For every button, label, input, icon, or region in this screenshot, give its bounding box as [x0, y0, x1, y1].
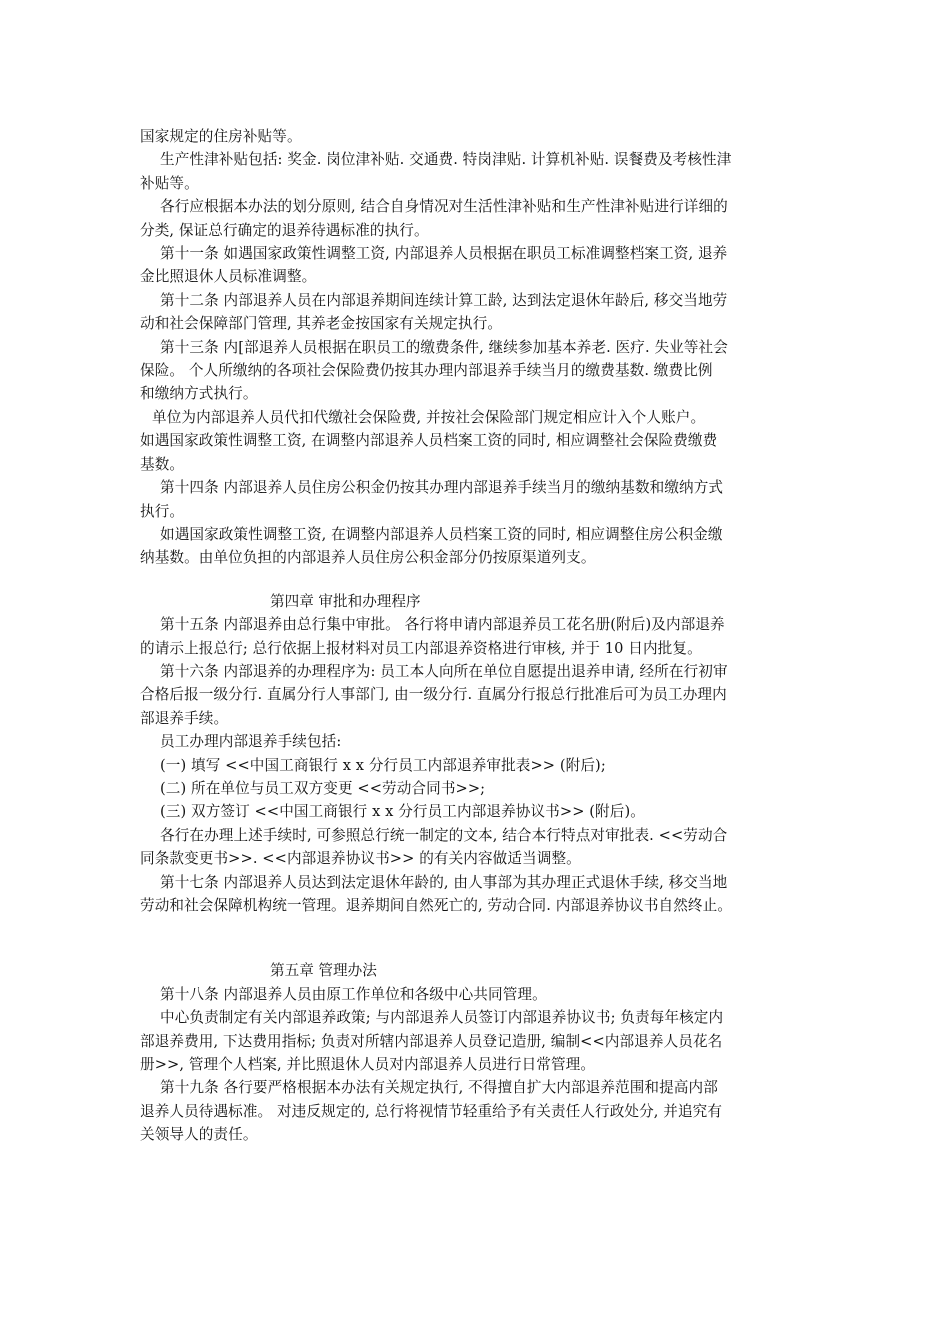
list-item: (三) 双方签订 <<中国工商银行 x x 分行员工内部退养协议书>> (附后)。 [160, 803, 645, 821]
text-line: 员工办理内部退养手续包括: [160, 733, 342, 751]
text-line: 退养人员待遇标准。 对违反规定的, 总行将视情节轻重给予有关责任人行政处分, 并追究有 [140, 1102, 723, 1120]
article-11: 第十一条 如遇国家政策性调整工资, 内部退养人员根据在职员工标准调整档案工资, 退养 [160, 245, 728, 263]
text-line: 执行。 [140, 502, 185, 520]
article-18: 第十八条 内部退养人员由原工作单位和各级中心共同管理。 [160, 985, 547, 1003]
text-line: 册>>, 管理个人档案, 并比照退休人员对内部退养人员进行日常管理。 [140, 1056, 596, 1074]
text-line: 如遇国家政策性调整工资, 在调整内部退养人员档案工资的同时, 相应调整住房公积金缴 [160, 525, 723, 543]
text-line: 各行应根据本办法的划分原则, 结合自身情况对生活性津补贴和生产性津补贴进行详细的 [160, 198, 728, 216]
text-line: 生产性津补贴包括: 奖金. 岗位津补贴. 交通费. 特岗津贴. 计算机补贴. 误餐费及考核性津 [160, 151, 732, 169]
text-line: 中心负责制定有关内部退养政策; 与内部退养人员签订内部退养协议书; 负责每年核定内 [160, 1009, 724, 1027]
text-line: 如遇国家政策性调整工资, 在调整内部退养人员档案工资的同时, 相应调整社会保险费缴费 [140, 432, 718, 450]
text-line: 单位为内部退养人员代扣代缴社会保险费, 并按社会保险部门规定相应计入个人账户。 [152, 408, 706, 426]
text-line: 合格后报一级分行. 直属分行人事部门, 由一级分行. 直属分行报总行批准后可为员工办理内 [140, 686, 727, 704]
text-line: 的请示上报总行; 总行依据上报材料对员工内部退养资格进行审核, 并于 10 日内批复。 [140, 639, 702, 657]
text-line: 保险。 个人所缴纳的各项社会保险费仍按其办理内部退养手续当月的缴费基数. 缴费比例 [140, 362, 713, 380]
text-line: 部退养费用, 下达费用指标; 负责对所辖内部退养人员登记造册, 编制<<内部退养人员花名 [140, 1032, 723, 1050]
text-line: 动和社会保障部门管理, 其养老金按国家有关规定执行。 [140, 315, 503, 333]
list-item: (一) 填写 <<中国工商银行 x x 分行员工内部退养审批表>> (附后); [160, 756, 606, 774]
article-19: 第十九条 各行要严格根据本办法有关规定执行, 不得擅自扩大内部退养范围和提高内部 [160, 1079, 718, 1097]
chapter-4-title: 第四章 审批和办理程序 [270, 592, 421, 610]
text-line: 部退养手续。 [140, 709, 229, 727]
article-16: 第十六条 内部退养的办理程序为: 员工本人向所在单位自愿提出退养申请, 经所在行初审 [160, 662, 728, 680]
article-12: 第十二条 内部退养人员在内部退养期间连续计算工龄, 达到法定退休年龄后, 移交当地劳 [160, 291, 728, 309]
article-13: 第十三条 内[部退养人员根据在职员工的缴费条件, 继续参加基本养老. 医疗. 失业等社会 [160, 338, 728, 356]
text-line: 和缴纳方式执行。 [140, 385, 258, 403]
document-page [140, 125, 820, 1147]
article-17: 第十七条 内部退养人员达到法定退休年龄的, 由人事部为其办理正式退休手续, 移交当地 [160, 873, 728, 891]
text-line: 关领导人的责任。 [140, 1126, 258, 1144]
chapter-5-title: 第五章 管理办法 [270, 962, 377, 980]
text-line: 劳动和社会保障机构统一管理。退养期间自然死亡的, 劳动合同. 内部退养协议书自然终止。 [140, 897, 733, 914]
article-14: 第十四条 内部退养人员住房公积金仍按其办理内部退养手续当月的缴纳基数和缴纳方式 [160, 479, 724, 497]
text-line: 同条款变更书>>. <<内部退养协议书>> 的有关内容做适当调整。 [140, 850, 581, 868]
text-line: 金比照退休人员标准调整。 [140, 268, 317, 286]
text-line: 分类, 保证总行确定的退养待遇标准的执行。 [140, 221, 429, 239]
list-item: (二) 所在单位与员工双方变更 <<劳动合同书>>; [160, 779, 486, 797]
text-line: 国家规定的住房补贴等。 [140, 128, 302, 145]
text-line: 纳基数。由单位负担的内部退养人员住房公积金部分仍按原渠道列支。 [140, 549, 596, 567]
text-line: 补贴等。 [140, 174, 199, 192]
text-line: 各行在办理上述手续时, 可参照总行统一制定的文本, 结合本行特点对审批表. <<劳动合 [160, 826, 728, 844]
text-line: 基数。 [140, 455, 185, 473]
article-15: 第十五条 内部退养由总行集中审批。 各行将申请内部退养员工花名册(附后)及内部退养 [160, 616, 725, 634]
